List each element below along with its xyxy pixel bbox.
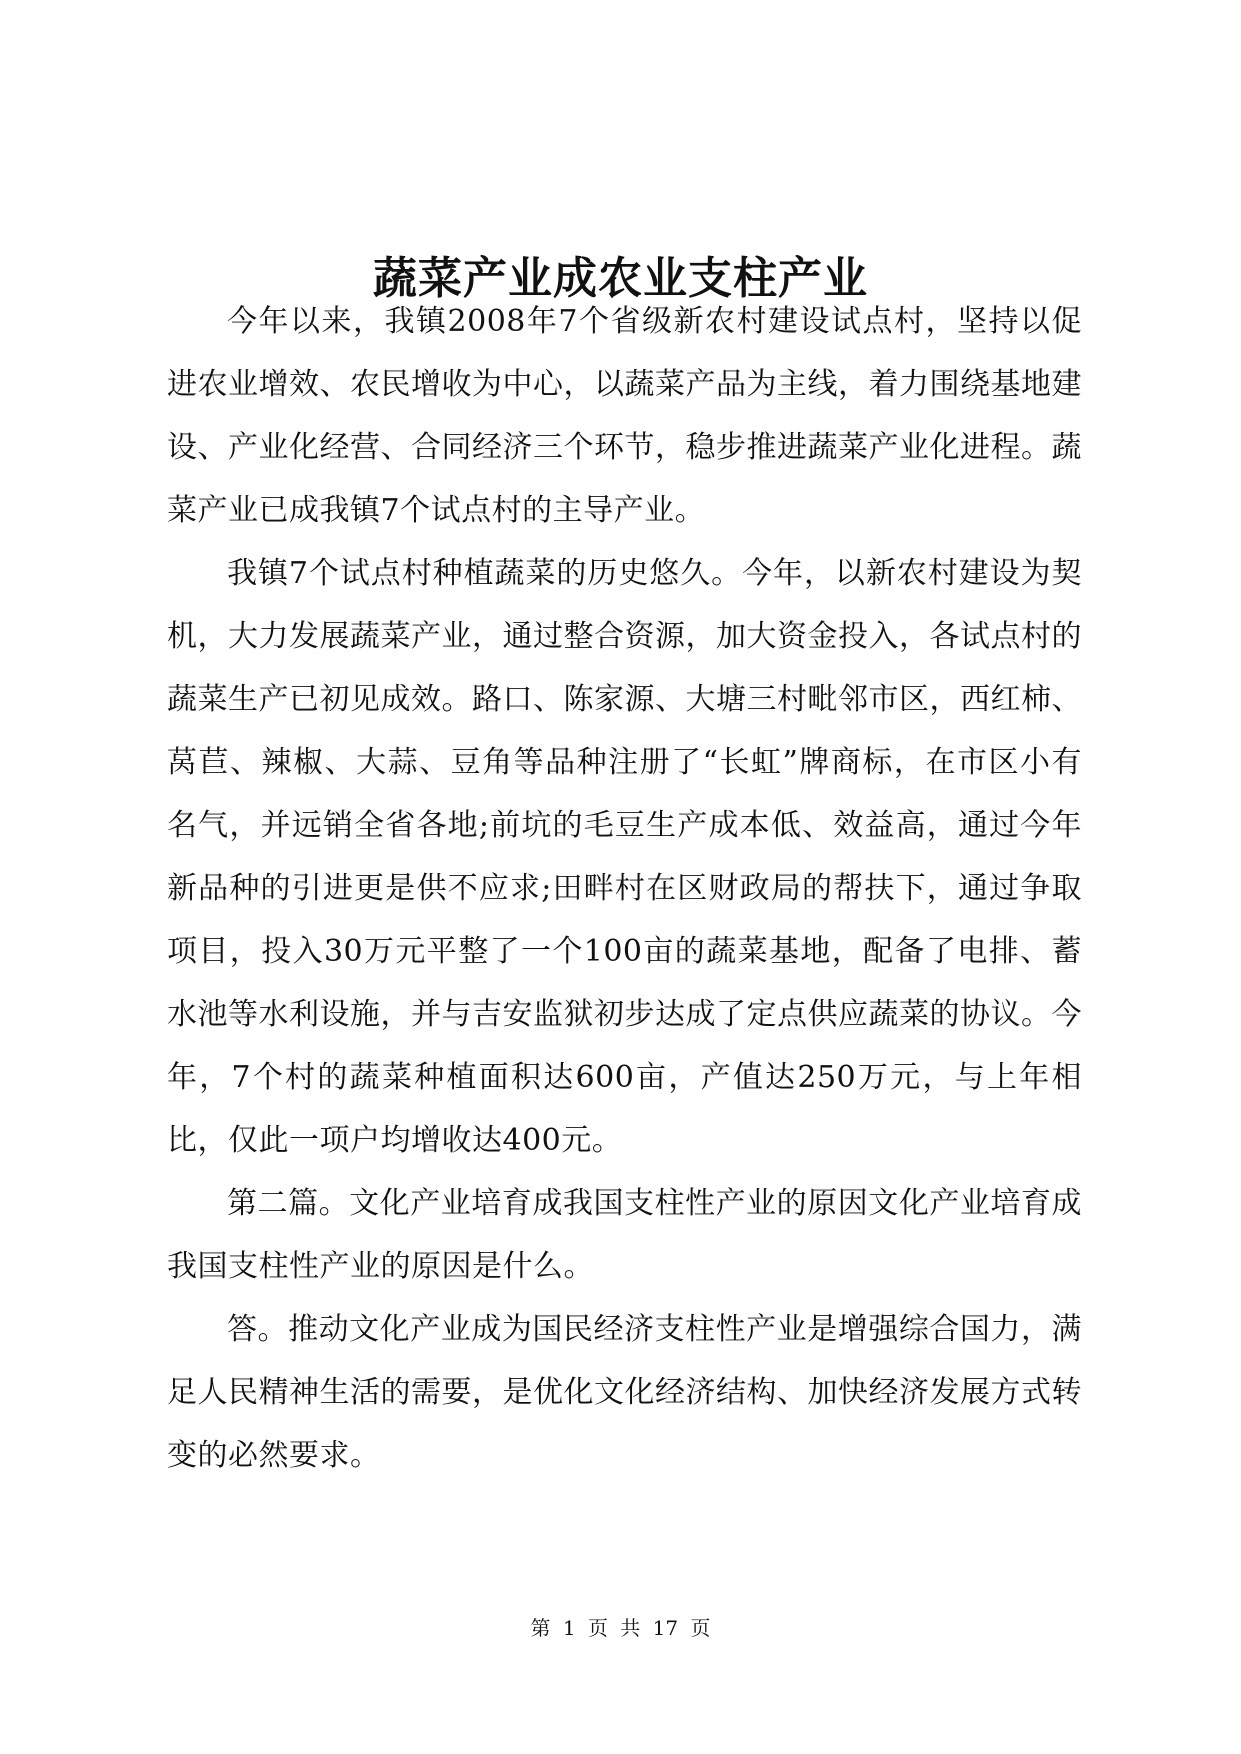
- page-footer: 第 1 页 共 17 页: [530, 1616, 711, 1640]
- document-body: [167, 290, 1082, 1487]
- paragraph-3: 第二篇。文化产业培育成我国支柱性产业的原因文化产业培育成我国支柱性产业的原因是什么。: [167, 1186, 1082, 1284]
- paragraph-1: 今年以来，我镇2008年7个省级新农村建设试点村，坚持以促进农业增效、农民增收为中心，以蔬菜产品为主线，着力围绕基地建设、产业化经营、合同经济三个环节，稳步推进蔬菜产业化进程。蔬菜产业已成我镇7个试点村的主导产业。: [167, 304, 1082, 528]
- document-title: 蔬菜产业成农业支柱产业: [373, 253, 868, 305]
- paragraph-2: 我镇7个试点村种植蔬菜的历史悠久。今年，以新农村建设为契机，大力发展蔬菜产业，通过整合资源，加大资金投入，各试点村的蔬菜生产已初见成效。路口、陈家源、大塘三村毗邻市区，西红柿、莴苣、辣椒、大蒜、豆角等品种注册了“长虹”牌商标，在市区小有名气，并远销全省各地;前坑的毛豆生产成本低、效益高，通过今年新品种的引进更是供不应求;田畔村在区财政局的帮扶下，通过争取项目，投入30万元平整了一个100亩的蔬菜基地，配备了电排、蓄水池等水利设施，并与吉安监狱初步达成了定点供应蔬菜的协议。今年，7个村的蔬菜种植面积达600亩，产值达250万元，与上年相比，仅此一项户均增收达400元。: [167, 556, 1082, 1158]
- paragraph-4: 答。推动文化产业成为国民经济支柱性产业是增强综合国力，满足人民精神生活的需要，是优化文化经济结构、加快经济发展方式转变的必然要求。: [167, 1312, 1082, 1473]
